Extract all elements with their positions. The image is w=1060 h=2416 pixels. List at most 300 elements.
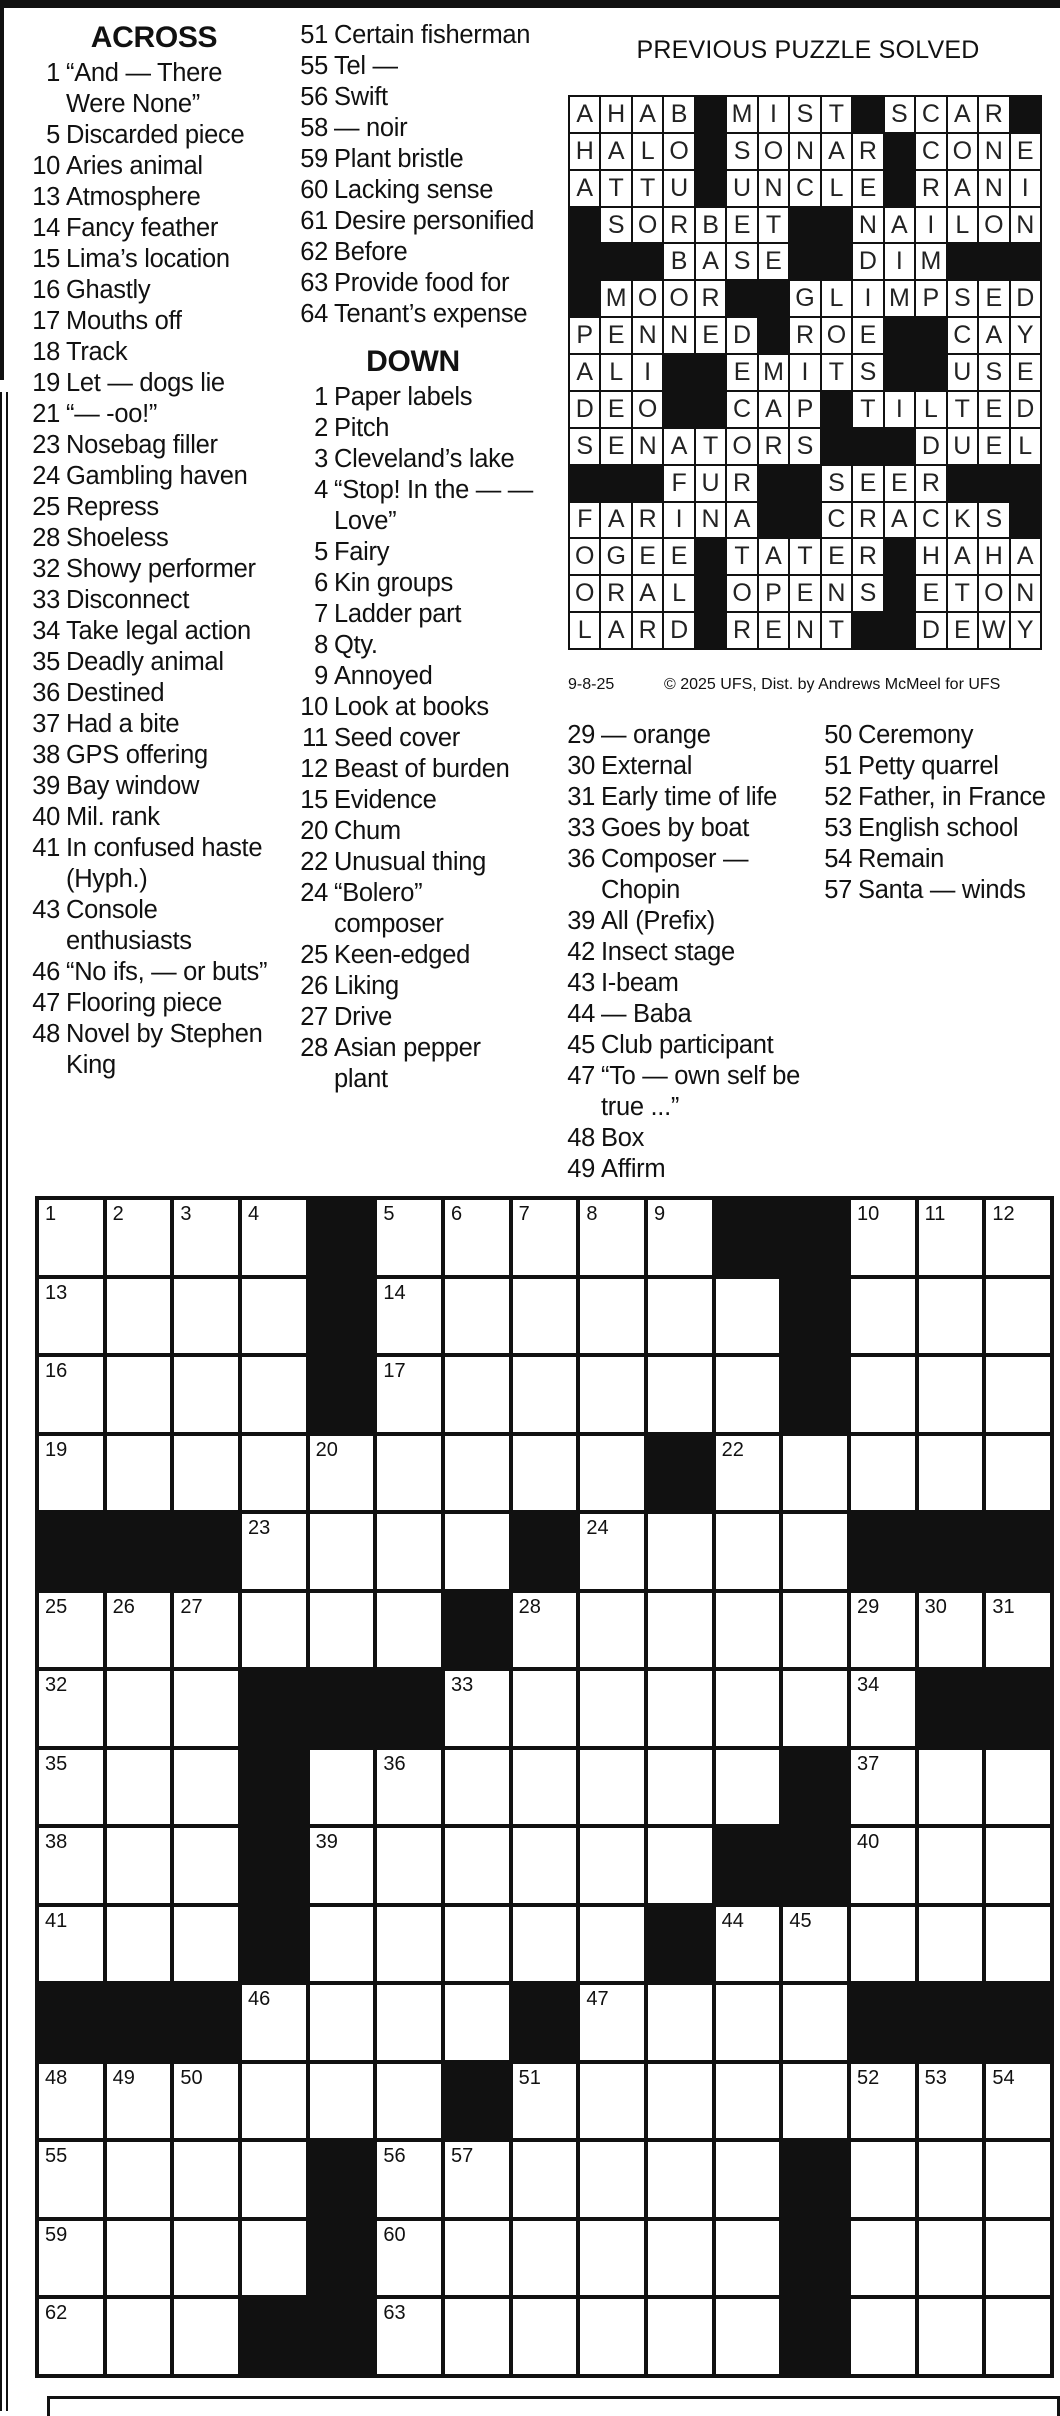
clue-number: 47 (32, 989, 60, 1017)
grid-cell[interactable] (648, 2299, 712, 2374)
solved-cell: L (822, 171, 851, 206)
grid-cell[interactable] (39, 1279, 103, 1354)
grid-cell[interactable] (648, 2221, 712, 2296)
down-clue (288, 785, 538, 816)
clue-text: Before (334, 238, 408, 266)
clue-number: 53 (824, 814, 852, 842)
grid-cell[interactable] (377, 1200, 441, 1275)
grid-cell[interactable] (310, 1828, 374, 1903)
grid-cell[interactable] (986, 1828, 1050, 1903)
grid-cell[interactable] (107, 1200, 171, 1275)
grid-cell[interactable] (174, 1357, 238, 1432)
grid-cell[interactable] (513, 1436, 577, 1511)
grid-cell[interactable] (986, 2221, 1050, 2296)
grid-cell[interactable] (377, 1514, 441, 1589)
grid-cell[interactable] (919, 1750, 983, 1825)
clue-number: 8 (314, 631, 328, 659)
grid-cell[interactable] (919, 1828, 983, 1903)
grid-cell[interactable] (310, 1436, 374, 1511)
grid-cell[interactable] (174, 2221, 238, 2296)
grid-cell[interactable] (39, 1907, 103, 1982)
clue-text: Goes by boat (601, 814, 750, 842)
solved-cell: E (979, 429, 1008, 464)
grid-cell[interactable] (174, 2299, 238, 2374)
clue-text: Disconnect (66, 586, 190, 614)
grid-cell[interactable] (648, 1671, 712, 1746)
grid-cell[interactable] (783, 1985, 847, 2060)
down-clue (288, 413, 538, 444)
grid-cell[interactable] (513, 1357, 577, 1432)
clue-column-3 (555, 720, 813, 1185)
grid-cell[interactable] (580, 2221, 644, 2296)
grid-cell[interactable] (851, 2299, 915, 2374)
grid-cell[interactable] (986, 1750, 1050, 1825)
grid-cell[interactable] (39, 1828, 103, 1903)
grid-cell[interactable] (851, 1357, 915, 1432)
solved-cell: B (664, 97, 693, 132)
grid-cell[interactable] (107, 2142, 171, 2217)
across-clue (20, 120, 288, 151)
cell-number: 62 (45, 2302, 68, 2325)
grid-cell[interactable] (174, 1436, 238, 1511)
grid-cell[interactable] (174, 2142, 238, 2217)
cell-number: 22 (721, 1438, 744, 1461)
clue-text: Take legal action (66, 617, 251, 645)
grid-cell[interactable] (580, 1436, 644, 1511)
solved-cell: E (696, 318, 725, 353)
grid-cell[interactable] (445, 1907, 509, 1982)
grid-cell[interactable] (107, 1828, 171, 1903)
solved-cell: A (570, 171, 599, 206)
grid-cell[interactable] (107, 1671, 171, 1746)
grid-cell[interactable] (919, 2142, 983, 2217)
down-clue (288, 692, 538, 723)
grid-cell[interactable] (242, 2142, 306, 2217)
grid-cell[interactable] (513, 1671, 577, 1746)
grid-cell[interactable] (919, 1279, 983, 1354)
clue-text: In confused haste (Hyph.) (66, 834, 263, 893)
grid-cell[interactable] (513, 1200, 577, 1275)
clue-number: 59 (300, 145, 328, 173)
grid-cell[interactable] (986, 1279, 1050, 1354)
grid-cell[interactable] (242, 1200, 306, 1275)
clue-number: 2 (314, 414, 328, 442)
cell-number: 33 (451, 1674, 474, 1697)
down-clue (555, 813, 813, 844)
grid-cell[interactable] (377, 1907, 441, 1982)
grid-cell[interactable] (716, 1279, 780, 1354)
across-clue (20, 306, 288, 337)
grid-cell[interactable] (513, 1828, 577, 1903)
clue-number: 52 (824, 783, 852, 811)
grid-cell[interactable] (783, 1514, 847, 1589)
grid-cell[interactable] (580, 1907, 644, 1982)
solved-cell: C (790, 171, 819, 206)
grid-cell[interactable] (39, 1357, 103, 1432)
grid-cell[interactable] (648, 1593, 712, 1668)
grid-cell[interactable] (851, 1593, 915, 1668)
clue-text: Fancy feather (66, 214, 219, 242)
grid-cell[interactable] (513, 2142, 577, 2217)
solved-cell: R (633, 503, 662, 538)
grid-cell[interactable] (242, 1985, 306, 2060)
grid-cell[interactable] (377, 2221, 441, 2296)
solved-cell: S (948, 281, 977, 316)
grid-cell[interactable] (851, 1907, 915, 1982)
grid-cell[interactable] (107, 2221, 171, 2296)
cell-number: 8 (586, 1203, 598, 1225)
cell-number: 34 (857, 1674, 880, 1697)
grid-cell[interactable] (580, 1200, 644, 1275)
grid-cell[interactable] (39, 1671, 103, 1746)
grid-cell[interactable] (919, 2299, 983, 2374)
grid-cell[interactable] (851, 1279, 915, 1354)
solved-cell: P (759, 576, 788, 611)
grid-cell[interactable] (716, 1436, 780, 1511)
grid-cell[interactable] (648, 1828, 712, 1903)
grid-cell[interactable] (648, 2142, 712, 2217)
grid-cell[interactable] (107, 2064, 171, 2139)
grid-cell[interactable] (783, 1593, 847, 1668)
grid-cell[interactable] (445, 1514, 509, 1589)
grid-cell[interactable] (986, 2142, 1050, 2217)
solved-cell: R (790, 318, 819, 353)
down-clue (555, 782, 813, 813)
grid-cell[interactable] (377, 1436, 441, 1511)
grid-cell[interactable] (716, 1514, 780, 1589)
clue-text: GPS offering (66, 741, 208, 769)
clue-text: Plant bristle (334, 145, 464, 173)
grid-cell[interactable] (445, 1828, 509, 1903)
cell-number: 56 (383, 2145, 406, 2168)
grid-cell[interactable] (783, 1907, 847, 1982)
grid-cell[interactable] (174, 1750, 238, 1825)
grid-cell[interactable] (851, 2142, 915, 2217)
solved-cell: D (916, 429, 945, 464)
across-clue (288, 268, 538, 299)
grid-cell[interactable] (986, 1357, 1050, 1432)
grid-cell[interactable] (174, 1593, 238, 1668)
grid-cell[interactable] (716, 2221, 780, 2296)
clue-text: Mouths off (66, 307, 182, 335)
cell-number: 4 (248, 1203, 260, 1225)
grid-cell[interactable] (851, 1671, 915, 1746)
cell-number: 24 (586, 1517, 609, 1540)
solved-cell: N (790, 134, 819, 169)
grid-cell[interactable] (242, 2064, 306, 2139)
grid-cell[interactable] (513, 1750, 577, 1825)
solved-cell: M (759, 355, 788, 390)
grid-cell[interactable] (310, 1750, 374, 1825)
grid-cell[interactable] (39, 2064, 103, 2139)
clue-text: Showy performer (66, 555, 256, 583)
grid-cell[interactable] (919, 2221, 983, 2296)
grid-cell[interactable] (377, 1985, 441, 2060)
grid-cell[interactable] (445, 2221, 509, 2296)
grid-cell[interactable] (107, 1750, 171, 1825)
grid-cell[interactable] (242, 1593, 306, 1668)
solved-cell: L (948, 208, 977, 243)
across-clue (288, 175, 538, 206)
across-clue (288, 237, 538, 268)
grid-cell[interactable] (783, 2064, 847, 2139)
grid-cell[interactable] (377, 1357, 441, 1432)
grid-cell[interactable] (580, 1593, 644, 1668)
down-clue (288, 878, 538, 940)
grid-cell[interactable] (716, 2142, 780, 2217)
grid-cell[interactable] (310, 1514, 374, 1589)
grid-cell[interactable] (986, 2064, 1050, 2139)
grid-cell[interactable] (919, 1907, 983, 1982)
grid-cell[interactable] (580, 2064, 644, 2139)
grid-cell[interactable] (174, 2064, 238, 2139)
solved-cell: N (979, 171, 1008, 206)
down-clue (555, 1061, 813, 1123)
grid-cell[interactable] (783, 1671, 847, 1746)
clue-number: 46 (32, 958, 60, 986)
grid-cell[interactable] (310, 1593, 374, 1668)
grid-cell[interactable] (716, 2299, 780, 2374)
grid-cell[interactable] (174, 1907, 238, 1982)
grid-cell[interactable] (648, 1750, 712, 1825)
cell-number: 63 (383, 2302, 406, 2325)
grid-cell[interactable] (648, 2064, 712, 2139)
clue-text: Early time of life (601, 783, 777, 811)
clue-number: 16 (32, 276, 60, 304)
clue-text: Drive (334, 1003, 393, 1031)
clue-text: “And — There Were None” (66, 59, 223, 118)
grid-cell[interactable] (107, 1436, 171, 1511)
solved-cell: G (601, 539, 630, 574)
clue-number: 35 (32, 648, 60, 676)
grid-cell[interactable] (242, 1436, 306, 1511)
grid-cell[interactable] (174, 1200, 238, 1275)
grid-cell[interactable] (174, 1828, 238, 1903)
grid-cell[interactable] (919, 1200, 983, 1275)
grid-cell[interactable] (107, 2299, 171, 2374)
clue-number: 36 (567, 845, 595, 873)
clue-number: 37 (32, 710, 60, 738)
solved-cell: S (853, 576, 882, 611)
grid-cell[interactable] (986, 1436, 1050, 1511)
grid-cell[interactable] (377, 1828, 441, 1903)
solved-cell: E (979, 392, 1008, 427)
grid-cell[interactable] (986, 1907, 1050, 1982)
grid-cell[interactable] (377, 2299, 441, 2374)
solved-cell: A (822, 134, 851, 169)
grid-cell[interactable] (580, 2299, 644, 2374)
grid-cell[interactable] (39, 1200, 103, 1275)
grid-cell[interactable] (107, 1593, 171, 1668)
grid-cell[interactable] (716, 1907, 780, 1982)
clue-text: “To — own self be true ...” (601, 1062, 800, 1121)
solved-cell: S (853, 355, 882, 390)
grid-cell[interactable] (377, 1279, 441, 1354)
grid-cell[interactable] (242, 1357, 306, 1432)
grid-cell[interactable] (445, 1985, 509, 2060)
solved-cell: C (727, 392, 756, 427)
grid-cell[interactable] (445, 1436, 509, 1511)
grid-cell[interactable] (851, 1828, 915, 1903)
solved-cell: M (601, 281, 630, 316)
grid-cell[interactable] (986, 1593, 1050, 1668)
clue-text: Mil. rank (66, 803, 160, 831)
grid-cell[interactable] (513, 2299, 577, 2374)
down-clue (288, 537, 538, 568)
puzzle-date: 9-8-25 (568, 676, 615, 693)
grid-cell[interactable] (648, 1279, 712, 1354)
grid-cell[interactable] (580, 1279, 644, 1354)
clue-text: Repress (66, 493, 159, 521)
cell-number: 1 (45, 1203, 57, 1225)
grid-cell[interactable] (107, 1279, 171, 1354)
grid-cell[interactable] (377, 1593, 441, 1668)
grid-cell[interactable] (445, 2299, 509, 2374)
solved-cell: L (916, 392, 945, 427)
grid-cell[interactable] (242, 2221, 306, 2296)
grid-cell[interactable] (716, 1357, 780, 1432)
grid-cell[interactable] (174, 1671, 238, 1746)
grid-cell[interactable] (986, 2299, 1050, 2374)
clue-text: All (Prefix) (601, 907, 715, 935)
solved-cell: A (633, 576, 662, 611)
grid-cell[interactable] (107, 1907, 171, 1982)
grid-cell[interactable] (242, 1279, 306, 1354)
solved-cell: K (948, 503, 977, 538)
clue-number: 49 (567, 1155, 595, 1183)
grid-cell[interactable] (716, 1985, 780, 2060)
grid-cell[interactable] (513, 2064, 577, 2139)
across-clue (20, 275, 288, 306)
solved-cell: U (664, 171, 693, 206)
clue-number: 39 (567, 907, 595, 935)
clue-text: Affirm (601, 1155, 666, 1183)
grid-cell[interactable] (648, 1200, 712, 1275)
clue-number: 4 (314, 476, 328, 504)
solved-cell: L (1011, 429, 1040, 464)
grid-cell[interactable] (580, 1828, 644, 1903)
grid-cell[interactable] (445, 1750, 509, 1825)
clue-number: 60 (300, 176, 328, 204)
grid-cell[interactable] (851, 1436, 915, 1511)
grid-cell[interactable] (39, 2142, 103, 2217)
grid-cell[interactable] (513, 1907, 577, 1982)
grid-cell[interactable] (580, 1750, 644, 1825)
down-clue (288, 723, 538, 754)
grid-cell[interactable] (310, 2064, 374, 2139)
clue-text: — noir (334, 114, 408, 142)
grid-cell[interactable] (580, 2142, 644, 2217)
grid-cell[interactable] (445, 1200, 509, 1275)
clue-text: Atmosphere (66, 183, 201, 211)
grid-cell[interactable] (107, 1357, 171, 1432)
solved-cell: A (601, 503, 630, 538)
grid-cell[interactable] (377, 2064, 441, 2139)
clue-text: Pitch (334, 414, 390, 442)
grid-cell[interactable] (310, 1907, 374, 1982)
left-border-upper (0, 0, 4, 380)
clue-number: 33 (567, 814, 595, 842)
solved-cell: T (822, 613, 851, 648)
grid-cell[interactable] (783, 1436, 847, 1511)
cell-number: 57 (451, 2145, 474, 2168)
solved-cell: N (790, 613, 819, 648)
grid-cell[interactable] (445, 1279, 509, 1354)
grid-cell[interactable] (377, 2142, 441, 2217)
grid-cell[interactable] (851, 1200, 915, 1275)
cell-number: 2 (112, 1203, 124, 1225)
grid-cell[interactable] (580, 1671, 644, 1746)
grid-cell[interactable] (513, 2221, 577, 2296)
grid-cell[interactable] (513, 1593, 577, 1668)
solved-cell: P (916, 281, 945, 316)
grid-cell[interactable] (242, 1514, 306, 1589)
grid-cell[interactable] (174, 1279, 238, 1354)
grid-cell[interactable] (445, 1357, 509, 1432)
grid-cell[interactable] (716, 1593, 780, 1668)
grid-cell[interactable] (648, 1357, 712, 1432)
clue-text: Ceremony (858, 721, 974, 749)
grid-cell[interactable] (580, 1357, 644, 1432)
solved-cell: E (759, 244, 788, 279)
grid-cell[interactable] (445, 2142, 509, 2217)
solved-cell: O (979, 208, 1008, 243)
clue-number: 39 (32, 772, 60, 800)
solved-cell: A (979, 318, 1008, 353)
grid-cell[interactable] (377, 1750, 441, 1825)
solved-cell: O (570, 576, 599, 611)
grid-cell[interactable] (580, 1985, 644, 2060)
solved-cell: T (696, 429, 725, 464)
grid-cell[interactable] (39, 1436, 103, 1511)
grid-cell[interactable] (716, 2064, 780, 2139)
grid-cell[interactable] (648, 1514, 712, 1589)
clue-text: Console enthusiasts (66, 896, 192, 955)
grid-cell[interactable] (851, 2064, 915, 2139)
solved-cell: R (727, 613, 756, 648)
grid-cell[interactable] (513, 1279, 577, 1354)
grid-cell[interactable] (851, 1750, 915, 1825)
grid-cell[interactable] (919, 1357, 983, 1432)
grid-cell[interactable] (716, 1671, 780, 1746)
grid-cell[interactable] (716, 1750, 780, 1825)
grid-cell[interactable] (919, 1436, 983, 1511)
solved-cell: N (1011, 208, 1040, 243)
grid-cell[interactable] (39, 2299, 103, 2374)
grid-cell[interactable] (580, 1514, 644, 1589)
solved-cell: U (696, 466, 725, 501)
grid-cell[interactable] (39, 1593, 103, 1668)
grid-cell[interactable] (648, 1985, 712, 2060)
grid-cell[interactable] (986, 1200, 1050, 1275)
grid-cell[interactable] (39, 2221, 103, 2296)
down-clue (812, 720, 1052, 751)
solved-cell: S (601, 208, 630, 243)
grid-cell[interactable] (445, 1671, 509, 1746)
grid-cell[interactable] (919, 1593, 983, 1668)
across-clue (20, 492, 288, 523)
grid-cell[interactable] (919, 2064, 983, 2139)
clue-text: Track (66, 338, 128, 366)
grid-cell[interactable] (310, 1985, 374, 2060)
grid-cell[interactable] (851, 2221, 915, 2296)
clue-number: 1 (314, 383, 328, 411)
across-clue (20, 399, 288, 430)
clue-number: 64 (300, 300, 328, 328)
grid-cell[interactable] (39, 1750, 103, 1825)
cell-number: 39 (315, 1831, 338, 1854)
solved-cell: E (601, 429, 630, 464)
